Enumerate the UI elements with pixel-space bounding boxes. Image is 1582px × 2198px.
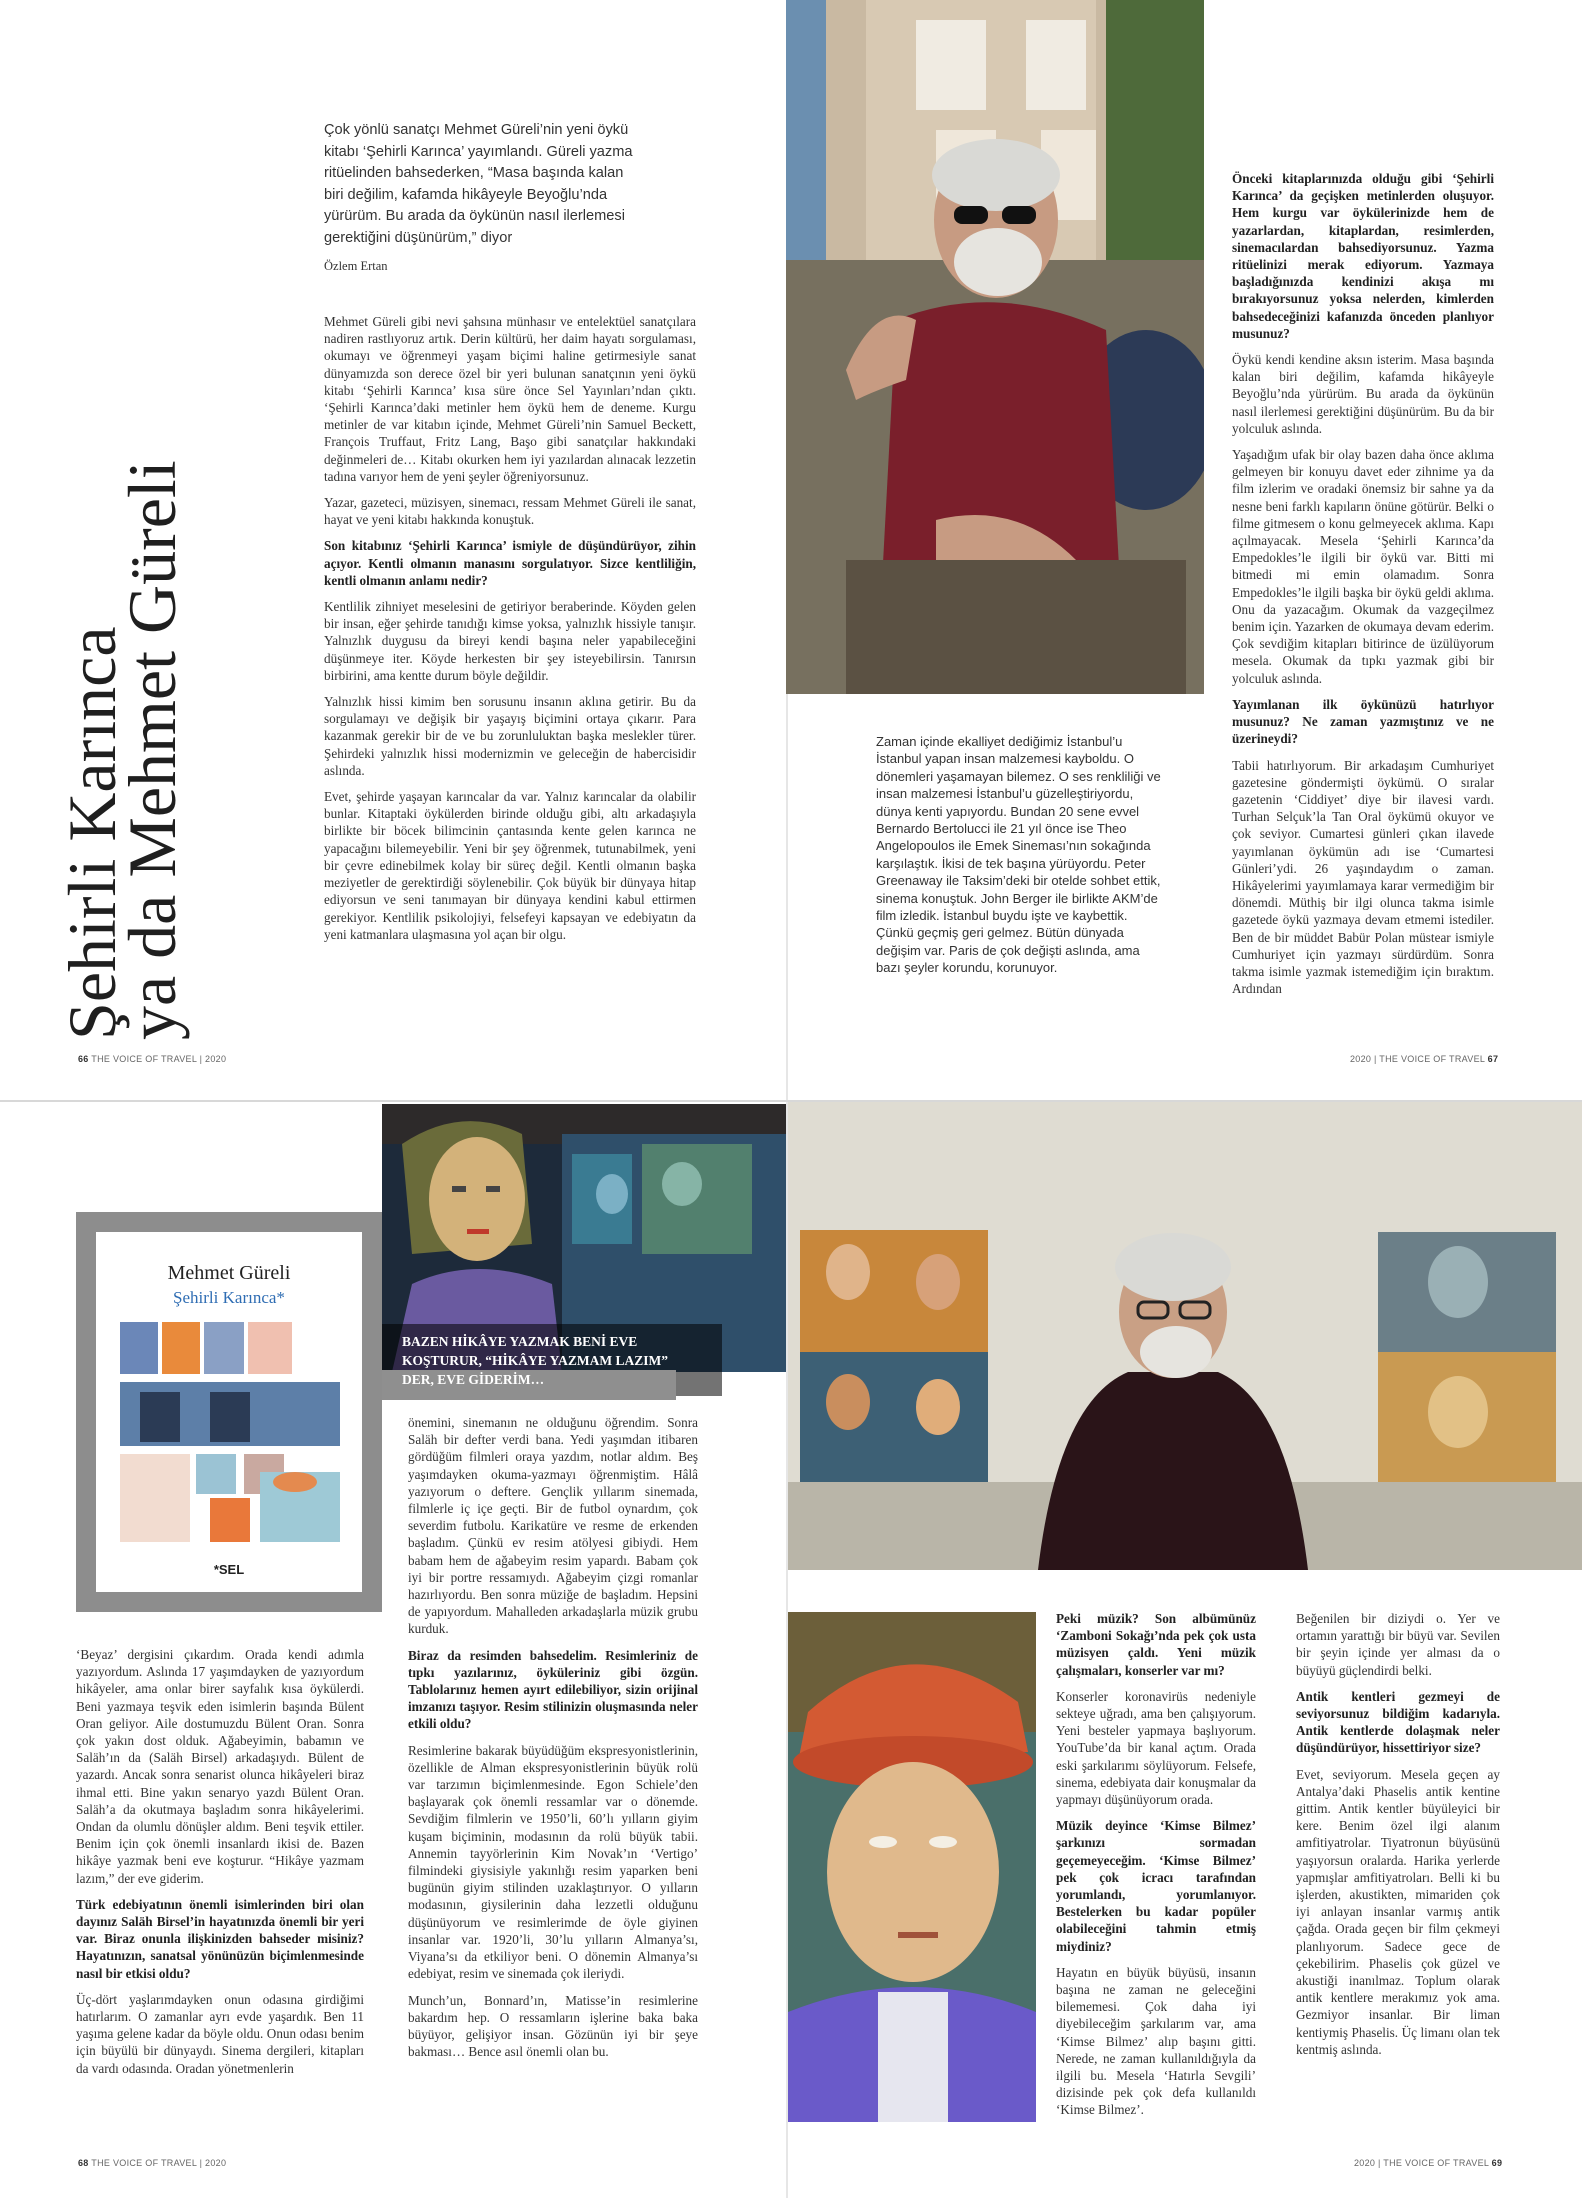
page-number-68: 68 [78,2158,89,2168]
interview-question: Müzik deyince ‘Kimse Bilmez’ şarkınızı sormadan geçemeyeceğim. ‘Kimse Bilmez’ pek çok icracı tarafından yorumlandı, yorumlanıyor. Bestelerken bu kadar popüler olabileceğini tahmin etmiş miydiniz? [1056,1818,1256,1954]
exhibition-photo [788,1102,1582,1570]
paragraph: önemini, sinemanın ne olduğunu öğrendim. Sonra Saläh bir defter verdi bana. Yedi yaşımdan itibaren gördüğüm filmleri oraya yazdım, notlar aldım. Beş yaşımdayken okuma-yazmayı öğrenmiştim. Hâlâ yazıyorum o deftere. Gençlik yıllarım sinemada, filmlerle iç içe geçti. Bir de futbol oynardım, çok severdim futbolu. Karikatüre ve resme de erkenden başladım. Çünkü ev resim atölyesi gibiydi. Hem babam hem de ağabeyim resim yapardı. Babam çok iyi bir portre ressamıydı. Ağabeyim çizgi romanlar hazırlıyordu. Ben sonra müziğe de başladım. Hepsini de yapıyordum. Mahalleden arkadaşlarla müzik grubu kurduk. [408,1415,698,1637]
paragraph: Resimlerine bakarak büyüdüğüm ekspresyonistlerinin, özellikle de Alman ekspresyonistlerinin büyük rolü var tarzımın biçimlenmesinde. Egon Schiele’den başlayarak çok önemli ressamlar var o dönemde. Sevdiğim filmlerin ve 1950’li, 60’lı yılların giyim kuşam biçiminin, modasının da rolü büyük tabii. Annemin tayyörlerinin Kim Novak’ın ‘Vertigo’ filmindeki giysisiyle yakınlığı resim yaparken beni bugünün giyim stilinden uzaklaştırıyor. O yılların modasının, giysilerinin daha lezzetli olduğunu düşünüyorum ve resimlerimde de öyle giyinen insanlar var. 1920’li, 30’lu yılların Almanya’sı, Viyana’sı da etkiliyor beni. O dönemin Almanya’sı edebiyat, resim ve sinemada çok ileriydi. [408,1742,698,1982]
paragraph: Kentlilik zihniyet meselesini de getiriyor beraberinde. Köyden gelen bir insan, eğer şehirde tanıdığı kimse yoksa, yalnızlık hissiyle tanışır. Yalnızlık duygusu da bireyi kendi başına neler yapabileceğini düşünmeye iter. Köyde herkesten bir şey isteyebilirsin. Tanırsın birbirini, ama kentte durum böyle değildir. [324,599,696,683]
pull-quote: BAZEN HİKÂYE YAZMAK BENİ EVE KOŞTURUR, “HİKÂYE YAZMAM LAZIM” DER, EVE GİDERİM… [402,1334,669,1387]
folio-68 [78,2158,226,2168]
paragraph: Yalnızlık hissi kimim ben sorusunu insanın aklına getirir. Bu da sorgulamayı ve değişik bir yaşayış biçimini ortaya çıkarır. Para kazanmak gerekir bir de ve bu zorunluluktan başka meslekler türer. Şehirdeki yalnızlık hissi modernizmin ve geleceğin de habercisidir aslında. [324,694,696,778]
book-cover-illustration [120,1322,340,1542]
paragraph: Munch’un, Bonnard’ın, Matisse’in resimlerine bakardım hep. O ressamların işlerine baka baka büyüyor, gelişiyor insan. Gözünün iyi bir şeye bakması… Bence asıl önemli olan bu. [408,1992,698,2060]
folio-text-68: THE VOICE OF TRAVEL | 2020 [91,2158,227,2168]
paragraph: Yaşadığım ufak bir olay bazen daha önce aklıma gelmeyen bir konuyu davet eder zihnime ya da film izlerim ve oradaki önemsiz bir sahne ya da nesne beni farklı kapıların önüne götürür. Belki o filme gitmesem o konu gelmeyecek aklıma. Kapı açılmayacak. Mesela ‘Şehirli Karınca’da Empedokles’le ilgili bir öykü var. Bitti mi bitmedi mi emin olamadım. Sonra Empedokles’le ilgili başka bir öykü geldi aklıma. Onu da yazacağım. Okumak da vazgeçilmez benim için. Yazarken de okumaya devam ederim. Çok sevdiğim kitapları bitirince de üzülüyorum mesela. Okumak da tıpkı yazmak gibi bir yolculuk aslında. [1232,447,1494,686]
interview-question: Önceki kitaplarınızda olduğu gibi ‘Şehirli Karınca’ da geçişken metinlerden oluşuyor. Hem kurgu var öykülerinizde hem de yazarlardan, kitaplardan, resimlerden, sinemacılardan bahsediyorsunuz. Yazma ritüelinizi merak ediyorum. Yazmaya başladığınızda kendinizi akışa mı bırakıyorsunuz yoksa nelerden, kimlerden bahsedeceğinizi kafanızda önceden planlıyor musunuz? [1232,171,1494,341]
folio-69 [1354,2158,1502,2168]
title-line-2: ya da Mehmet Güreli [114,460,190,1040]
paragraph: Mehmet Güreli gibi nevi şahsına münhasır ve entelektüel sanatçılara nadiren rastlıyoruz artık. Derin kültürü, her daim hayatı sorgulaması, okumayı ve öğrenmeyi yaşam biçimi haline getirmesiyle sanat dünyamızda son derece özel bir yeri bulunan sanatçının yeni öykü kitabı ‘Şehirli Karınca’ kısa süre önce Sel Yayınları’ndan çıktı. ‘Şehirli Karınca’daki metinler hem öykü hem de deneme. Kurgu metinler de var kitabın içinde, Mehmet Güreli’nin Samuel Beckett, François Truffaut, Fritz Lang, Başo gibi sanatçılar hakkındaki değinmeleri de… Kitabı okurken hem iyi yazılardan alınacak lezzetin tadına varıyor hem de yeni şeyler öğreniyorsunuz. [324,314,696,484]
paragraph: Üç-dört yaşlarımdayken onun odasına girdiğimi hatırlarım. O zamanlar ayrı evde yaşardık. Ben 11 yaşıma gelene kadar da böyle oldu. Onun odası benim için büyülü bir dünyaydı. Sinema dergileri, kitapları da vardı odasında. Oradan yönetmenlerin [76,1991,364,2076]
paragraph: Evet, seviyorum. Mesela geçen ay Antalya’daki Phaselis antik kentine gittim. Antik kentler büyüleyici bir kere. Benim özel ilgi alanım amfitiyatrolar. Tiyatronun büyüsünü yaşıyorsun oralarda. Harika yerlerde yapmışlar amfitiyatroları. Belli ki bu işlerden, akustikten, mimariden çok iyi anlayan insanlar varmış antik çağda. Orada geçen bir film çekmeyi planlıyorum. Sadece gece de çekebilirim. Phaselis çok güzel ve akustiği inanılmaz. Toplum olarak antik kentlere merakımız yok ama. Gezmiyor insanlar. Bir liman kentiymiş Phaselis. Üç limanı olan tek kentmiş aslında. [1296,1766,1500,2057]
exhibition-photo-image [788,1102,1582,1570]
paragraph: Konserler koronavirüs nedeniyle sekteye uğradı, ama ben çalışıyorum. Yeni besteler yapmaya başlıyorum. YouTube’da bir kanal açtım. Orada eski şarkılarımı söylüyorum. Felsefe, sinema, edebiyata dair konuşmalar da yapmayı düşünüyorum orada. [1056,1688,1256,1808]
interview-question: Türk edebiyatının önemli isimlerinden biri olan dayınız Saläh Birsel’in hayatınızda önemli bir yeri var. Biraz onunla ilişkinizden bahseder misiniz? Hayatınızın, sanatsal yönünüzün biçimlenmesinde nasıl bir etkisi oldu? [76,1896,364,1981]
portrait-photo [786,0,1204,694]
article-title [54,460,190,1040]
publisher-logo: *SEL [213,1562,245,1577]
page-number-66: 66 [78,1054,89,1064]
interview-question: Antik kentleri gezmeyi de seviyorsunuz bildiğim kadarıyla. Antik kentlerde dolaşmak neler düşündürüyor, hissettiriyor size? [1296,1688,1500,1756]
title-line-1: Şehirli Karınca [54,626,130,1040]
folio-text-69: 2020 | THE VOICE OF TRAVEL [1354,2158,1489,2168]
article-column-6 [1296,1610,1500,2067]
article-column-5 [1056,1610,1256,2128]
page-number-69: 69 [1491,2158,1503,2168]
painting-man-hat [788,1612,1036,2122]
page-number-67: 67 [1487,1054,1499,1064]
book-cover [96,1232,362,1592]
folio-text-66: THE VOICE OF TRAVEL | 2020 [91,1054,227,1064]
folio-66 [78,1054,226,1064]
paragraph: ‘Beyaz’ dergisini çıkardım. Orada kendi adımla yazıyordum. Aslında 17 yaşımdayken de yazıyordum hikâyeler, ama onlar birer sayfalık kısa öykülerdi. Beni yazmaya teşvik eden isimlerin başında Bülent Oran geliyor. Aile dostumuzdu Bülent Oran. Sonra çok yakın dost olduk. Ağabeyimin, babamın ve Saläh’ın da (Saläh Birsel) arkadaşıydı. Bülent de yazardı. Ancak sonra senarist olunca hikâyeleri biraz ihmal etti. Bine yakın senaryo yazdı Bülent Oran. Saläh’a da okutmaya başladım sonra hikâyelerimi. Ondan da olumlu dönüşler aldım. Beni teşvik ettiler. Benim için çok önemli insanlardı ikisi de. Bazen hikâye yazmak beni eve koşturur. “Hikâye yazmam lazım,” der eve giderim. [76,1647,364,1886]
article-column-4 [408,1414,698,2069]
folio-67 [1350,1054,1498,1064]
photo-caption: Zaman içinde ekalliyet dediğimiz İstanbul’u İstanbul yapan insan malzemesi kayboldu. O dönemleri yaşamayan bilemez. O ses renkliliği ve insan malzemesi İstanbul’u güzelleştiriyordu, dünya kenti yapıyordu. Bundan 20 sene evvel Bernardo Bertolucci ile 21 yıl önce ise Theo Angelopoulos ile Emek Sineması’nın sokağında karşılaştık. İkisi de tek başına yürüyordu. Peter Greenaway ile Taksim’deki bir otelde sohbet ettik, sinema konuştuk. John Berger ile birlikte AKM’de film izledik. İstanbul buydu işte ve kaybettik. Çünkü geçmiş geri gelmez. Bütün dünyada değişim var. Paris de çok değişti aslında, ama bazı şeyler korundu, korunuyor. [876,734,1161,976]
book-author: Mehmet Güreli [167,1262,291,1284]
paragraph: Öykü kendi kendine aksın isterim. Masa başında kalan biri değilim, kafamda hikâyeyle Beyoğlu’nda yürürüm. Bu arada da öykünün nasıl ilerlemesi gerektiğini düşünürüm. Bu da bir yolculuk aslında. [1232,352,1494,436]
paragraph: Yazar, gazeteci, müzisyen, sinemacı, ressam Mehmet Güreli ile sanat, hayat ve yeni kitabı hakkında konuştuk. [324,495,696,528]
interview-question: Biraz da resimden bahsedelim. Resimleriniz de tıpkı yazılarınız, öyküleriniz gibi özgün. Tablolarınız hemen ayırt edilebiliyor, sizin orijinal imzanızı taşıyor. Resim stilinizin oluşmasında neler etkili oldu? [408,1647,698,1732]
interview-question: Yayımlanan ilk öykünüzü hatırlıyor musunuz? Ne zaman yazmıştınız ve ne üzerineydi? [1232,696,1494,747]
paragraph: Evet, şehirde yaşayan karıncalar da var. Yalnız karıncalar da olabilir bunlar. Kitaptaki öykülerden birinde olduğu gibi, altı arkadaşıyla birlikte bir böcek bilimcinin çantasında kente gelen karınca ne yapacağını bilemeyebilir. Yeni bir şey öğrenmek, tutunabilmek, yeni bir çevre edinebilmek kolay bir süreç değil. Kentli olmanın başka meziyetler de gerektirdiği söylenebilir. Çok büyük bir dünyaya hitap ediyorsun ve seni tanımayan bir dünyaya kendini kabul ettirmen gerekiyor. Kentlilik psikolojiyi, felsefeyi kapsayan ve edebiyatın da yeni katmanlara ulaşmasına yol açan bir olgu. [324,789,696,942]
article-column-3 [76,1646,364,2086]
paragraph: Tabii hatırlıyorum. Bir arkadaşım Cumhuriyet gazetesine göndermişti öykümü. O sıralar gazetenin ‘Ciddiyet’ diye bir ilavesi vardı. Turhan Selçuk’la Tan Oral öykümü okuyor ve çok seviyor. Cumartesi günleri çıkan ilavede yayımlanan öykümün adı ise ‘Cumartesi Günleri’ydi. 26 yaşındaydım o zaman. Hikâyelerimi yayımlamaya karar vermediğim bir dönemdi. Müthiş bir ilgi olunca takma isimle gazetede öykü yazmaya devam etmemi istediler. Ben de bir müddet Babür Polan müstear ismiyle Cumhuriyet için yazmayı sürdürdüm. Sonra takma isimle yazmak istemediğim için bıraktım. Ardından [1232,757,1494,997]
painting-man-hat-image [788,1612,1036,2122]
intro-block [324,120,634,274]
article-column-2 [1232,170,1494,1006]
portrait-photo-image [786,0,1204,694]
book-title: Şehirli Karınca* [173,1288,285,1307]
byline: Özlem Ertan [324,259,388,273]
paragraph: Beğenilen bir diziydi o. Yer ve ortamın yarattığı bir büyü var. Sevilen bir şeyin içinde yer alması da o büyüyü güçlendirdi belki. [1296,1611,1500,1678]
interview-question: Peki müzik? Son albümünüz ‘Zamboni Sokağı’nda pek çok usta müzisyen çaldı. Yeni müzik çalışmaları, konserler var mı? [1056,1611,1256,1678]
paragraph: Hayatın en büyük büyüsü, insanın başına ne zaman ne geleceğini bilememesi. Çok daha iyi diyebileceğim şarkılarım var, ama ‘Kimse Bilmez’ alıp başını gitti. Nerede, ne zaman kullanıldığıyla da ilgili bu. Mesela ‘Hatırla Sevgili’ dizisinde pek çok defa kullanıldı ‘Kimse Bilmez’. [1056,1964,1256,2118]
folio-text-67: 2020 | THE VOICE OF TRAVEL [1350,1054,1485,1064]
interview-question: Son kitabınız ‘Şehirli Karınca’ ismiyle de düşündürüyor, zihin açıyor. Kentli olmanın manasını sorgulatıyor. Sizce kentliliğin, kentli olmanın anlamı nedir? [324,538,696,588]
article-column-1 [324,313,696,952]
intro-text: Çok yönlü sanatçı Mehmet Güreli’nin yeni öykü kitabı ‘Şehirli Karınca’ yayımlandı. Güreli yazma ritüelinden bahsederken, “Masa başında kalan biri değilim, kafamda hikâyeyle Beyoğlu’nda yürürüm. Bu arada da öykünün nasıl ilerlemesi gerektiğini düşünürüm,” diyor [324,122,633,246]
